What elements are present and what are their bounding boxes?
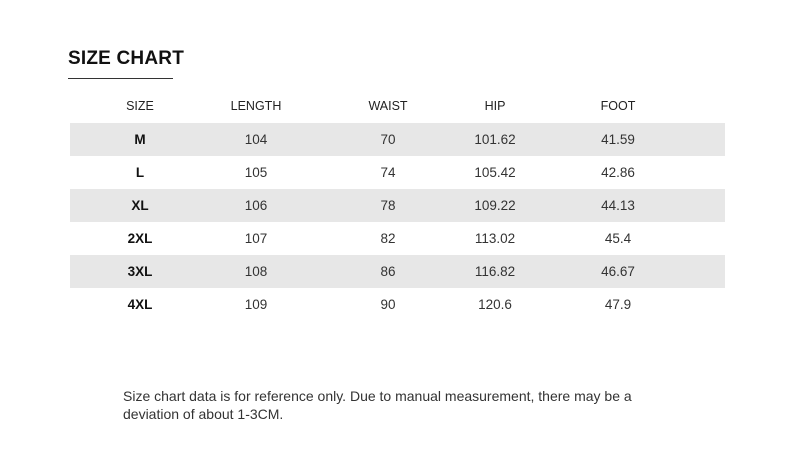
foot-cell: 42.86	[601, 165, 635, 180]
disclaimer-note: Size chart data is for reference only. Due to manual measurement, there may be a deviation of about 1-3CM.	[123, 388, 632, 422]
foot-cell: 46.67	[601, 264, 635, 279]
length-cell: 104	[244, 132, 268, 147]
hip-cell: 116.82	[474, 264, 516, 279]
waist-cell: 86	[380, 264, 396, 279]
foot-cell: 41.59	[601, 132, 635, 147]
foot-cell: 44.13	[601, 198, 635, 213]
size-cell: 4XL	[127, 297, 153, 312]
size-cell: XL	[131, 198, 149, 213]
hip-cell: 109.22	[474, 198, 516, 213]
table-row	[70, 156, 725, 189]
length-cell: 106	[244, 198, 268, 213]
size-cell: 3XL	[127, 264, 153, 279]
table-row	[70, 123, 725, 156]
table-row	[70, 189, 725, 222]
waist-cell: 74	[380, 165, 396, 180]
length-cell: 109	[244, 297, 268, 312]
page-title: SIZE CHART	[68, 48, 184, 69]
header-waist: WAIST	[368, 98, 408, 113]
hip-cell: 113.02	[474, 231, 516, 246]
title-underline	[68, 78, 173, 79]
size-cell: M	[134, 132, 146, 147]
header-hip: HIP	[484, 98, 506, 113]
header-size: SIZE	[126, 98, 154, 113]
length-cell: 105	[244, 165, 268, 180]
foot-cell: 47.9	[604, 297, 632, 312]
table-row	[70, 222, 725, 255]
table-header-row	[70, 90, 725, 121]
waist-cell: 90	[380, 297, 396, 312]
size-cell: L	[135, 165, 145, 180]
length-cell: 108	[244, 264, 268, 279]
header-length: LENGTH	[230, 98, 282, 113]
size-table	[70, 90, 725, 321]
header-foot: FOOT	[600, 98, 636, 113]
size-cell: 2XL	[127, 231, 153, 246]
waist-cell: 82	[380, 231, 396, 246]
hip-cell: 105.42	[474, 165, 516, 180]
hip-cell: 101.62	[474, 132, 516, 147]
table-row	[70, 288, 725, 321]
length-cell: 107	[244, 231, 268, 246]
hip-cell: 120.6	[478, 297, 512, 312]
waist-cell: 70	[380, 132, 396, 147]
waist-cell: 78	[380, 198, 396, 213]
foot-cell: 45.4	[604, 231, 632, 246]
table-row	[70, 255, 725, 288]
